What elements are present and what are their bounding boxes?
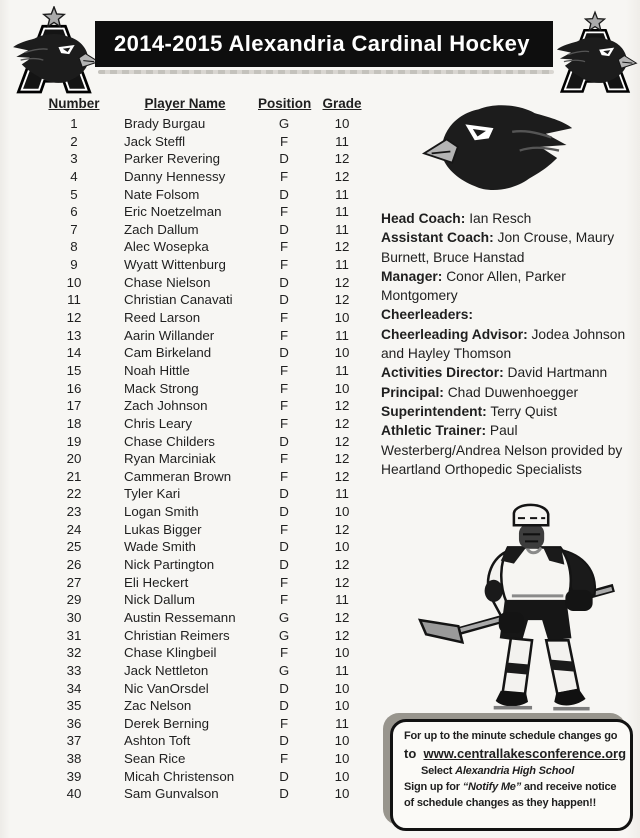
column-header-number: Number — [48, 96, 100, 111]
player-number: 39 — [66, 768, 82, 784]
player-number: 18 — [66, 415, 82, 431]
staff-names: Jon Crouse, Maury Burnett, Bruce Hanstad — [381, 230, 615, 265]
player-number: 38 — [66, 751, 82, 767]
roster-row — [36, 662, 374, 680]
staff-line — [381, 209, 633, 228]
select-label: Select — [421, 764, 453, 777]
player-number: 21 — [66, 468, 82, 484]
player-grade: 12 — [334, 627, 350, 643]
player-position: D — [279, 186, 289, 202]
staff-info — [381, 209, 633, 479]
player-position: F — [279, 239, 289, 255]
player-name: Wyatt Wittenburg — [124, 257, 226, 273]
roster-header-row — [36, 96, 374, 112]
player-number: 25 — [66, 539, 82, 555]
player-name: Chase Klingbeil — [124, 645, 217, 661]
schedule-link[interactable]: www.centrallakesconference.org — [423, 745, 627, 761]
staff-names: Chad Duwenhoegger — [447, 384, 579, 400]
player-name: Wade Smith — [124, 539, 196, 555]
staff-line — [381, 305, 633, 324]
player-number: 34 — [66, 680, 82, 696]
player-name: Micah Christenson — [124, 768, 235, 784]
staff-line — [381, 325, 633, 364]
player-number: 31 — [66, 627, 82, 643]
staff-names: Terry Quist — [490, 403, 558, 419]
player-position: F — [279, 133, 289, 149]
roster-row — [36, 168, 374, 186]
player-position: D — [279, 433, 289, 449]
roster-row — [36, 380, 374, 398]
notify-me-label: “Notify Me” — [462, 780, 522, 793]
player-name: Zach Dallum — [124, 221, 199, 237]
staff-names: Conor Allen, Parker Montgomery — [381, 268, 566, 304]
player-position: F — [279, 398, 289, 414]
player-grade: 12 — [334, 274, 350, 290]
column-header-player-name: Player Name — [144, 96, 226, 111]
player-number: 11 — [67, 292, 81, 308]
player-name: Jack Nettleton — [124, 662, 209, 678]
roster-row — [36, 768, 374, 786]
player-grade: 10 — [334, 504, 350, 520]
player-position: F — [279, 327, 289, 343]
schedule-line-2 — [404, 745, 627, 764]
player-position: D — [279, 504, 289, 520]
player-grade: 11 — [335, 186, 349, 202]
player-position: D — [279, 733, 289, 749]
roster-row — [36, 433, 374, 451]
player-number: 10 — [66, 274, 82, 290]
player-number: 4 — [70, 168, 78, 184]
player-name: Logan Smith — [124, 504, 199, 520]
player-grade: 12 — [334, 521, 350, 537]
staff-line — [381, 402, 633, 421]
staff-role-label: Cheerleading Advisor: — [381, 326, 528, 342]
player-position: G — [278, 609, 290, 625]
player-name: Tyler Kari — [124, 486, 181, 502]
player-number: 5 — [70, 186, 78, 202]
roster-row — [36, 556, 374, 574]
roster-row — [36, 362, 374, 380]
school-name: Alexandria High School — [455, 764, 575, 777]
staff-role-label: Principal: — [381, 384, 444, 400]
player-name: Nic VanOrsdel — [124, 680, 209, 696]
roster-row — [36, 450, 374, 468]
roster-row — [36, 397, 374, 415]
player-name: Aarin Willander — [124, 327, 215, 343]
roster-row — [36, 697, 374, 715]
roster-row — [36, 609, 374, 627]
player-position: F — [279, 362, 289, 378]
player-name: Ryan Marciniak — [124, 451, 216, 467]
roster-row — [36, 186, 374, 204]
player-position: D — [279, 486, 289, 502]
roster-row — [36, 732, 374, 750]
player-position: F — [279, 521, 289, 537]
player-number: 24 — [66, 521, 82, 537]
schedule-line-5: of schedule changes as they happen!! — [404, 796, 597, 809]
cardinal-a-logo — [6, 6, 102, 102]
roster-row — [36, 115, 374, 133]
staff-names: Ian Resch — [469, 211, 532, 226]
player-name: Nate Folsom — [124, 186, 200, 202]
roster-row — [36, 644, 374, 662]
player-name: Mack Strong — [124, 380, 199, 396]
player-grade: 11 — [335, 486, 349, 502]
staff-role-label: Manager: — [381, 268, 443, 284]
player-position: F — [279, 715, 289, 731]
player-grade: 11 — [335, 257, 349, 273]
roster-row — [36, 274, 374, 292]
roster-row — [36, 256, 374, 274]
player-number: 1 — [70, 116, 78, 131]
player-grade: 10 — [334, 768, 350, 784]
player-name: Zac Nelson — [124, 698, 192, 714]
player-number: 36 — [66, 715, 82, 731]
schedule-notice — [390, 719, 633, 831]
player-number: 2 — [70, 133, 78, 149]
player-position: D — [279, 557, 289, 573]
player-position: D — [279, 221, 289, 237]
schedule-line-1: For up to the minute schedule changes go — [404, 730, 618, 742]
player-position: D — [279, 768, 289, 784]
roster-row — [36, 750, 374, 768]
player-grade: 12 — [334, 574, 350, 590]
to-label: to — [404, 745, 417, 761]
player-grade: 12 — [334, 151, 350, 167]
player-name: Ashton Toft — [124, 733, 191, 749]
player-grade: 11 — [335, 133, 349, 149]
roster-row — [36, 715, 374, 733]
player-number: 13 — [66, 327, 82, 343]
staff-role-label: Assistant Coach: — [381, 230, 494, 246]
staff-role-label: Superintendent: — [381, 403, 487, 419]
roster-row — [36, 485, 374, 503]
player-name: Chris Leary — [124, 415, 192, 431]
player-grade: 10 — [334, 539, 350, 555]
player-number: 6 — [70, 204, 78, 220]
player-grade: 10 — [334, 310, 350, 326]
staff-role-label: Athletic Trainer: — [381, 423, 487, 439]
roster-row — [36, 785, 374, 803]
player-position: F — [279, 751, 289, 767]
roster-row — [36, 203, 374, 221]
player-grade: 11 — [335, 327, 349, 343]
player-grade: 12 — [334, 557, 350, 573]
player-name: Sean Rice — [124, 751, 186, 767]
roster-row — [36, 344, 374, 362]
player-position: D — [279, 680, 289, 696]
player-position: F — [279, 257, 289, 273]
player-position: D — [279, 539, 289, 555]
roster-row — [36, 327, 374, 345]
cardinal-head-logo — [420, 100, 580, 203]
staff-line — [381, 267, 633, 306]
title-banner — [95, 21, 553, 67]
staff-role-label: Head Coach: — [381, 211, 466, 226]
player-position: F — [279, 415, 289, 431]
player-number: 32 — [66, 645, 82, 661]
player-name: Christian Reimers — [124, 627, 230, 643]
player-name: Derek Berning — [124, 715, 209, 731]
cardinal-a-logo — [552, 8, 638, 104]
staff-names: Jodea Johnson and Hayley Thomson — [381, 326, 626, 362]
player-name: Reed Larson — [124, 310, 201, 326]
player-number: 8 — [70, 239, 78, 255]
player-grade: 12 — [334, 433, 350, 449]
player-grade: 11 — [335, 592, 349, 608]
player-position: D — [279, 151, 289, 167]
player-position: F — [279, 574, 289, 590]
player-number: 20 — [66, 451, 82, 467]
staff-role-label: Cheerleaders: — [381, 307, 474, 323]
roster-row — [36, 538, 374, 556]
roster-row — [36, 591, 374, 609]
page-title: 2014-2015 Alexandria Cardinal Hockey — [114, 31, 530, 56]
staff-names: Paul Westerberg/Andrea Nelson provided by Heartland Orthopedic Specialists — [381, 423, 623, 477]
player-grade: 12 — [334, 451, 350, 467]
player-grade: 11 — [335, 362, 349, 378]
player-position: F — [279, 380, 289, 396]
player-position: D — [279, 345, 289, 361]
player-name: Sam Gunvalson — [124, 786, 219, 802]
roster-row — [36, 627, 374, 645]
player-name: Danny Hennessy — [124, 168, 226, 184]
player-number: 15 — [66, 362, 82, 378]
player-number: 37 — [66, 733, 82, 749]
player-name: Nick Partington — [124, 557, 215, 573]
column-header-grade: Grade — [322, 96, 362, 111]
player-grade: 10 — [334, 680, 350, 696]
player-grade: 12 — [334, 168, 350, 184]
staff-role-label: Activities Director: — [381, 365, 504, 381]
player-number: 16 — [66, 380, 82, 396]
roster-row — [36, 680, 374, 698]
player-name: Eli Heckert — [124, 574, 189, 590]
player-grade: 12 — [334, 398, 350, 414]
player-position: D — [279, 786, 289, 802]
player-name: Austin Ressemann — [124, 609, 236, 625]
hockey-player-illustration — [413, 500, 637, 714]
player-number: 33 — [66, 662, 82, 678]
player-number: 19 — [66, 433, 82, 449]
player-name: Jack Steffl — [124, 133, 186, 149]
player-position: G — [278, 662, 290, 678]
player-name: Cammeran Brown — [124, 468, 232, 484]
player-number: 22 — [66, 486, 82, 502]
staff-line — [381, 228, 633, 267]
player-grade: 10 — [334, 698, 350, 714]
player-number: 30 — [66, 609, 82, 625]
signup-prefix: Sign up for — [404, 780, 460, 793]
roster-row — [36, 221, 374, 239]
player-grade: 12 — [334, 292, 350, 308]
player-grade: 12 — [334, 468, 350, 484]
player-position: D — [279, 274, 289, 290]
roster-row — [36, 521, 374, 539]
player-grade: 10 — [334, 645, 350, 661]
player-grade: 11 — [335, 221, 349, 237]
player-position: F — [279, 168, 289, 184]
player-grade: 10 — [334, 733, 350, 749]
roster-row — [36, 150, 374, 168]
player-grade: 12 — [334, 415, 350, 431]
player-number: 12 — [66, 310, 82, 326]
player-position: F — [279, 645, 289, 661]
player-position: G — [278, 116, 290, 131]
player-grade: 10 — [334, 380, 350, 396]
player-name: Chase Nielson — [124, 274, 211, 290]
player-position: F — [279, 310, 289, 326]
player-name: Chase Childers — [124, 433, 215, 449]
player-name: Nick Dallum — [124, 592, 195, 608]
column-header-position: Position — [258, 96, 312, 111]
player-name: Lukas Bigger — [124, 521, 202, 537]
roster-row — [36, 468, 374, 486]
staff-line — [381, 383, 633, 402]
player-grade: 11 — [335, 715, 349, 731]
banner-shadow-line — [98, 70, 554, 74]
player-name: Eric Noetzelman — [124, 204, 222, 220]
roster-row — [36, 415, 374, 433]
schedule-line-4 — [404, 780, 622, 796]
player-grade: 12 — [334, 609, 350, 625]
roster-row — [36, 238, 374, 256]
player-number: 9 — [70, 257, 78, 273]
player-number: 29 — [66, 592, 82, 608]
player-grade: 10 — [334, 786, 350, 802]
signup-suffix: and receive notice — [523, 780, 617, 793]
player-number: 14 — [66, 345, 82, 361]
roster-row — [36, 574, 374, 592]
player-grade: 10 — [334, 116, 350, 131]
roster-row — [36, 291, 374, 309]
player-number: 27 — [66, 574, 82, 590]
player-name: Cam Birkeland — [124, 345, 212, 361]
player-number: 23 — [66, 504, 82, 520]
player-grade: 10 — [334, 345, 350, 361]
player-grade: 11 — [335, 662, 349, 678]
staff-names: David Hartmann — [507, 365, 608, 381]
player-position: F — [279, 468, 289, 484]
roster-row — [36, 503, 374, 521]
player-name: Christian Canavati — [124, 292, 233, 308]
player-number: 35 — [66, 698, 82, 714]
player-name: Zach Johnson — [124, 398, 208, 414]
player-number: 26 — [66, 557, 82, 573]
player-position: G — [278, 627, 290, 643]
schedule-line-3 — [404, 764, 622, 780]
staff-line — [381, 363, 633, 382]
roster-table — [36, 96, 374, 803]
player-name: Brady Burgau — [124, 116, 206, 131]
staff-line — [381, 421, 633, 479]
player-name: Parker Revering — [124, 151, 221, 167]
roster-row — [36, 133, 374, 151]
roster-row — [36, 309, 374, 327]
player-position: F — [279, 451, 289, 467]
player-position: D — [279, 292, 289, 308]
player-number: 3 — [70, 151, 78, 167]
player-grade: 11 — [335, 204, 349, 220]
player-grade: 12 — [334, 239, 350, 255]
player-name: Alec Wosepka — [124, 239, 209, 255]
player-position: D — [279, 698, 289, 714]
player-number: 17 — [66, 398, 82, 414]
player-number: 40 — [66, 786, 82, 802]
player-number: 7 — [70, 221, 78, 237]
player-name: Noah Hittle — [124, 362, 190, 378]
player-position: F — [279, 592, 289, 608]
player-position: F — [279, 204, 289, 220]
player-grade: 10 — [334, 751, 350, 767]
